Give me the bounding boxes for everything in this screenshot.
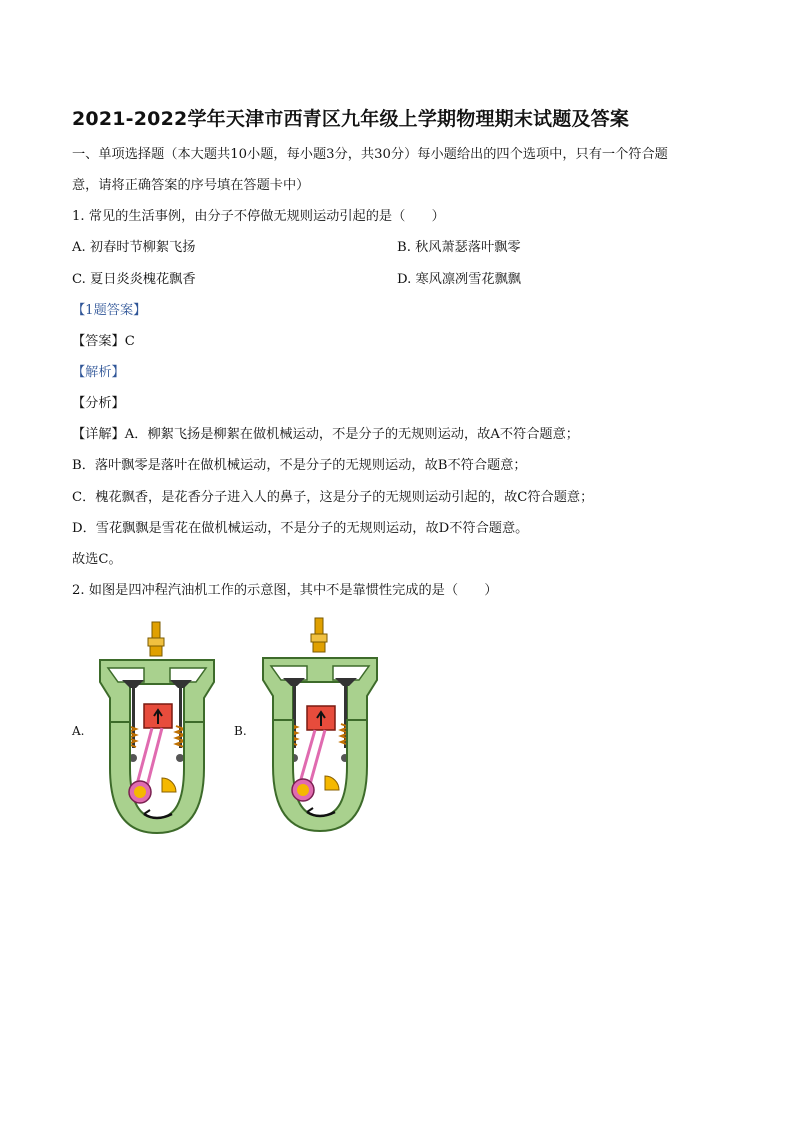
question-1-answer-text: 【答案】C [72,334,135,349]
question-1-detail-3: C．槐花飘香，是花香分子进入人的鼻子，这是分子的无规则运动引起的，故C符合题意； [72,490,594,505]
question-1-analysis-header: 【解析】 [72,365,125,380]
question-1-detail-1: 【详解】A．柳絮飞扬是柳絮在做机械运动，不是分子的无规则运动，故A不符合题意； [72,427,579,442]
question-1-detail-2: B．落叶飘零是落叶在做机械运动，不是分子的无规则运动，故B不符合题意； [72,458,527,473]
crankshaft [162,778,176,792]
question-1-option-a: A. 初春时节柳絮飞扬 [72,240,196,255]
question-1-option-b: B. 秋风萧瑟落叶飘零 [397,240,521,255]
figure-b-label: B. [234,724,247,738]
engine-diagram-a [92,618,222,840]
crankcase [110,722,204,833]
crankshaft [325,776,339,790]
question-1-stem: 1. 常见的生活事例，由分子不停做无规则运动引起的是（ ） [72,209,445,224]
question-1-option-d: D. 寒风凛冽雪花飘飘 [397,272,521,287]
page-title: 2021-2022学年天津市西青区九年级上学期物理期末试题及答案 [72,108,630,130]
spark-plug [152,622,160,640]
question-1-option-c: C. 夏日炎炎槐花飘香 [72,272,196,287]
question-1-detail-4: D．雪花飘飘是雪花在做机械运动，不是分子的无规则运动，故D不符合题意。 [72,521,529,536]
section-intro-line-2: 意，请将正确答案的序号填在答题卡中） [72,178,310,193]
figure-a-label: A. [72,724,85,738]
question-1-answer [72,333,135,351]
crankcase [273,720,367,831]
question-1-conclusion: 故选C。 [72,552,122,567]
question-1-analysis-sub: 【分析】 [72,396,125,411]
engine-diagram-b [255,614,385,836]
question-2-stem: 2. 如图是四冲程汽油机工作的示意图，其中不是靠惯性完成的是（ ） [72,583,498,598]
spark-plug [315,618,323,636]
section-intro-line-1: 一、单项选择题（本大题共10小题，每小题3分，共30分）每小题给出的四个选项中，只有一个符合题 [72,147,668,162]
question-1-answer-header: 【1题答案】 [72,303,147,318]
